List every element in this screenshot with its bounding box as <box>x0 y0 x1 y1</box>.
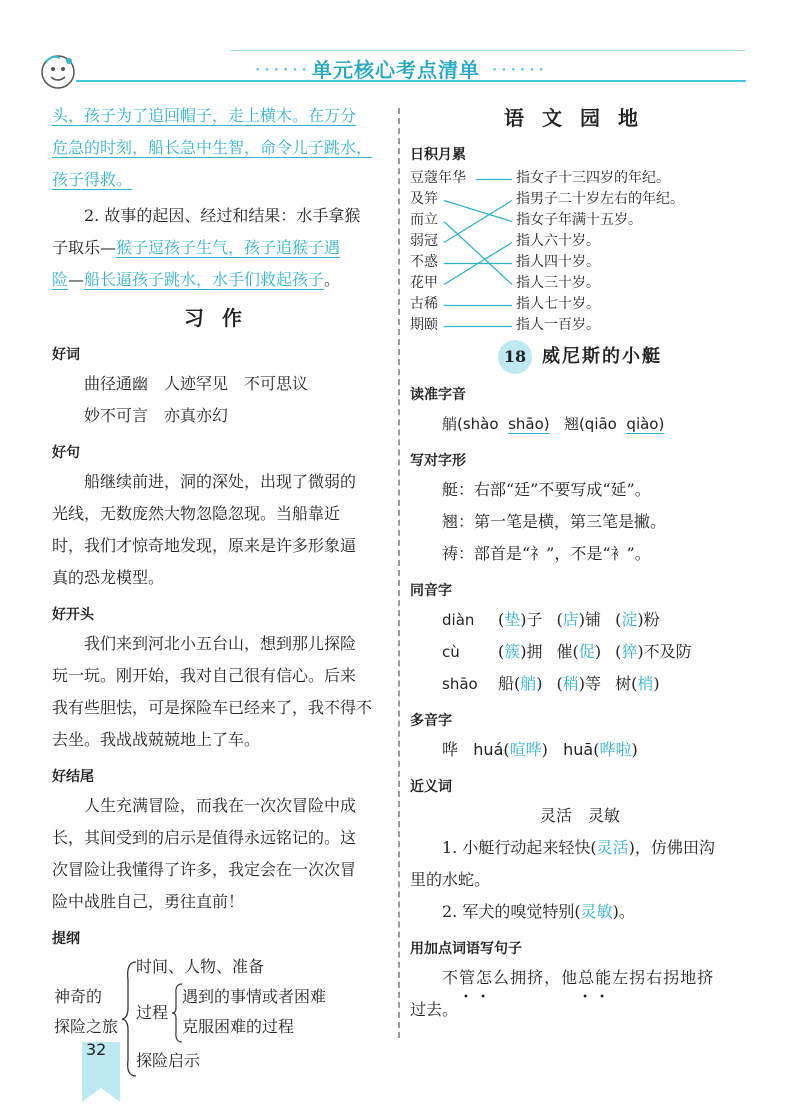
intro-line: 危急的时刻，船长急中生智，命令儿子跳水， <box>52 138 373 157</box>
homophone-item: (猝)不及防 <box>615 642 692 661</box>
write-line: 翘：第一笔是横，第三笔是撇。 <box>442 512 667 531</box>
term-left: 不惑 <box>410 254 438 270</box>
matching-block <box>410 168 750 336</box>
header-title: 单元核心考点清单 <box>312 58 480 82</box>
header-line-top <box>230 50 745 51</box>
header-dots-left: •••••• <box>255 66 311 76</box>
homophone-answer: 猝 <box>621 642 638 661</box>
section-title-yuwen: 语文园地 <box>504 106 656 130</box>
term-left: 弱冠 <box>410 233 438 249</box>
term-left: 期颐 <box>410 317 438 333</box>
homophone-pinyin: diàn <box>442 611 475 629</box>
homophone-block <box>410 604 750 700</box>
intro-line: 孩子得救。 <box>52 170 133 189</box>
synonym-sentence-1: 1. 小艇行动起来轻快(灵活)，仿佛田沟 <box>442 838 715 857</box>
term-right: 指女子十三四岁的年纪。 <box>516 170 670 186</box>
synonym-sentence-2: 2. 军犬的嗅觉特别(灵敏)。 <box>442 902 635 921</box>
outline-branch-2b: 克服困难的过程 <box>182 1017 295 1036</box>
homophone-answer: 店 <box>562 610 579 629</box>
term-left: 而立 <box>410 212 438 228</box>
label-use-words: 用加点词语写句子 <box>410 941 522 957</box>
homophone-answer: 梢 <box>637 674 654 693</box>
good-words-line: 曲径通幽 人迹罕见 不可思议 <box>84 374 309 393</box>
pron-line <box>410 408 750 440</box>
homophone-answer: 垫 <box>504 610 521 629</box>
homophone-answer: 淀 <box>621 610 638 629</box>
label-good-start: 好开头 <box>52 607 94 623</box>
use-words-sentence: 不管怎么拥挤，他总能左拐右拐地挤 <box>442 968 715 987</box>
homophone-row <box>410 604 750 636</box>
good-end-line: 长，其间受到的启示是值得永远铭记的。这 <box>52 828 357 847</box>
term-left: 古稀 <box>410 296 438 312</box>
outline-branch-2: 过程 <box>136 1003 169 1022</box>
pron-c: 翘(qiāo <box>563 415 617 433</box>
label-write: 写对字形 <box>410 453 466 469</box>
section-title-xizuo: 习作 <box>184 306 260 330</box>
page-number: 32 <box>86 1040 107 1059</box>
write-line: 祷：部首是“礻”，不是“衤”。 <box>442 544 651 563</box>
term-left: 豆蔻年华 <box>410 170 466 186</box>
good-start-line: 去坐。我战战兢兢地上了车。 <box>52 730 261 749</box>
term-right: 指人四十岁。 <box>516 254 600 270</box>
homophone-answer: 促 <box>578 642 595 661</box>
homophone-item: (淀)粉 <box>615 610 660 629</box>
good-start-line: 我有些胆怯，可是探险车已经来了，我不得不 <box>52 698 373 717</box>
term-left: 花甲 <box>410 275 438 291</box>
pron-b-checked: shāo) <box>508 415 550 433</box>
polyphone-line: 哗 huá(喧哗) huā(哗啦) <box>442 740 638 759</box>
good-end-line: 险中战胜自己，勇往直前！ <box>52 892 245 911</box>
label-good-words: 好词 <box>52 347 80 363</box>
label-polyphone: 多音字 <box>410 713 452 729</box>
homophone-answer: 簇 <box>504 642 521 661</box>
homophone-item: 催(促) <box>556 642 602 661</box>
good-sentence-line: 光线，无数庞然大物忽隐忽现。当船靠近 <box>52 504 341 523</box>
homophone-answer: 稍 <box>562 674 579 693</box>
homophone-item: (稍)等 <box>556 674 602 693</box>
outline-root-1: 神奇的 <box>54 987 103 1006</box>
lesson-number-badge: 18 <box>498 340 532 374</box>
good-start-line: 我们来到河北小五台山，想到那儿探险 <box>84 634 357 653</box>
term-right: 指女子年满十五岁。 <box>516 212 642 228</box>
homophone-item: (垫)子 <box>498 610 543 629</box>
homophone-row <box>410 636 750 668</box>
homophone-pinyin: cù <box>442 643 460 661</box>
q2-line: 子取乐—猴子逗孩子生气，孩子追猴子遇 <box>52 238 341 257</box>
header-dots-right: •••••• <box>492 66 548 76</box>
label-good-sentence: 好句 <box>52 445 80 461</box>
pron-d-checked: qiào) <box>626 415 665 433</box>
good-sentence-line: 船继续前进，洞的深处，出现了微弱的 <box>84 472 357 491</box>
synonym-sentence-1b: 里的水蛇。 <box>410 870 491 889</box>
left-column <box>52 100 392 1082</box>
homophone-pinyin: shāo <box>442 675 478 693</box>
homophone-item: (店)铺 <box>556 610 602 629</box>
term-right: 指人一百岁。 <box>516 317 600 333</box>
good-sentence-line: 时，我们才惊奇地发现，原来是许多形象逼 <box>52 536 357 555</box>
label-homophone: 同音字 <box>410 583 452 599</box>
q2-line: 2. 故事的起因、经过和结果：水手拿猴 <box>84 206 361 225</box>
term-right: 指人六十岁。 <box>516 233 600 249</box>
right-column <box>410 100 750 1026</box>
term-left: 及笄 <box>410 191 438 207</box>
good-end-line: 人生充满冒险，而我在一次次冒险中成 <box>84 796 357 815</box>
homophone-item: 树(梢) <box>615 674 660 693</box>
label-pron: 读准字音 <box>410 387 466 403</box>
page-header <box>0 0 800 110</box>
outline-root-2: 探险之旅 <box>54 1017 119 1036</box>
homophone-item: 船(艄) <box>498 674 543 693</box>
pron-a: 艄(shào <box>442 415 499 433</box>
outline-branch-3: 探险启示 <box>136 1051 201 1070</box>
term-right: 指人七十岁。 <box>516 296 600 312</box>
good-words-line: 妙不可言 亦真亦幻 <box>84 406 229 425</box>
homophone-item: (簇)拥 <box>498 642 543 661</box>
match-line <box>444 222 512 285</box>
good-start-line: 玩一玩。刚开始，我对自己很有信心。后来 <box>52 666 357 685</box>
column-divider <box>398 108 400 1038</box>
lesson-heading <box>410 340 750 374</box>
label-good-end: 好结尾 <box>52 769 94 785</box>
q2-line: 险—船长逼孩子跳水，水手们救起孩子。 <box>52 270 341 289</box>
term-right: 指男子二十岁左右的年纪。 <box>516 191 684 207</box>
matching-lines <box>410 168 520 336</box>
mascot-logo-icon <box>38 52 78 92</box>
label-synonym: 近义词 <box>410 779 452 795</box>
label-accum: 日积月累 <box>410 147 466 163</box>
label-outline: 提纲 <box>52 931 80 947</box>
good-sentence-line: 真的恐龙模型。 <box>52 568 165 587</box>
outline-branch-1: 时间、人物、准备 <box>136 957 265 976</box>
good-end-line: 次冒险让我懂得了许多，我定会在一次次冒 <box>52 860 357 879</box>
outline-branch-2a: 遇到的事情或者困难 <box>182 987 327 1006</box>
homophone-answer: 艄 <box>520 674 537 693</box>
use-words-sentence-2: 过去。 <box>410 1000 459 1019</box>
synonym-words: 灵活 灵敏 <box>539 806 620 825</box>
intro-line: 头，孩子为了追回帽子，走上横木。在万分 <box>52 106 357 125</box>
lesson-title: 威尼斯的小艇 <box>542 346 662 367</box>
match-line <box>444 201 512 222</box>
write-line: 艇：右部“廷”不要写成“延”。 <box>442 480 651 499</box>
match-line <box>444 201 512 243</box>
term-right: 指人三十岁。 <box>516 275 600 291</box>
homophone-row <box>410 668 750 700</box>
